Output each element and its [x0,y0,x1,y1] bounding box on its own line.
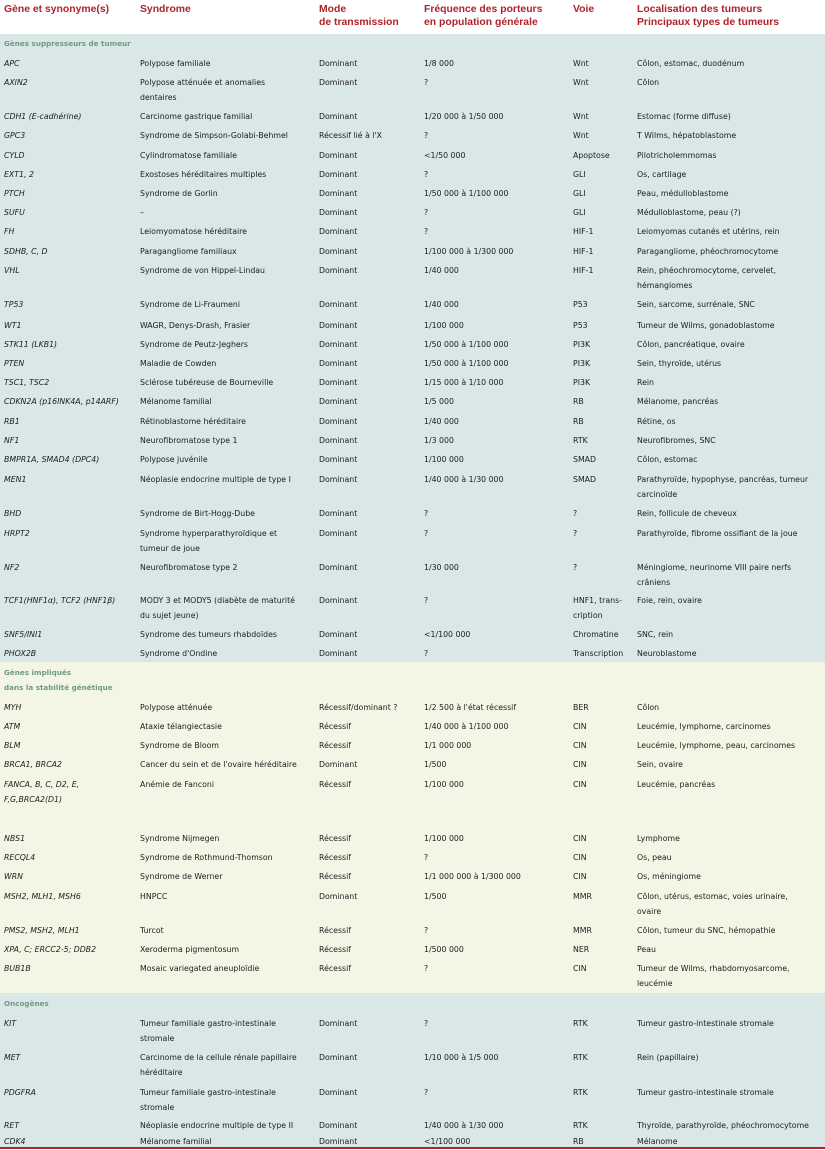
cell-mode: Dominant [319,630,358,639]
cell-mode: Dominant [319,892,358,901]
cell-voie: RB [573,417,584,426]
cell-voie: HIF-1 [573,227,594,236]
cell-mode: Dominant [319,760,358,769]
cell-voie: Wnt [573,112,589,121]
cell-voie: CIN [573,964,587,973]
cell-voie: PI3K [573,340,591,349]
cell-gene: NBS1 [4,834,26,843]
cell-loc: Peau, médulloblastome [637,189,729,198]
cell-mode: Dominant [319,151,358,160]
cell-mode: Dominant [319,1137,358,1146]
cell-syndrome: HNPCC [140,892,168,901]
cell-loc: Côlon, tumeur du SNC, hémopathie [637,926,776,935]
cell-syndrome: Carcinome gastrique familial [140,112,253,121]
cell-mode: Récessif lié à l'X [319,131,382,140]
cell-mode: Dominant [319,436,358,445]
section-title: Gènes suppresseurs de tumeur [4,39,131,48]
cell-gene: PTEN [4,359,25,368]
cell-gene: EXT1, 2 [4,170,34,179]
cell-freq: <1/100 000 [424,630,471,639]
cell-syndrome: Cylindromatose familiale [140,151,237,160]
cell-freq: ? [424,227,429,236]
cell-syndrome: Syndrome hyperparathyroïdique et tumeur de joue [140,529,278,553]
cell-gene: MYH [4,703,22,712]
cell-voie: Apoptose [573,151,610,160]
cell-gene: CDK4 [4,1137,26,1146]
header-syndrome: Syndrome [140,4,191,15]
cell-gene: CDH1 (E-cadhérine) [4,112,82,121]
cell-freq: 1/50 000 à 1/100 000 [424,359,509,368]
cell-freq: 1/40 000 [424,266,459,275]
cell-freq: 1/20 000 à 1/50 000 [424,112,504,121]
cell-voie: PI3K [573,359,591,368]
cell-mode: Dominant [319,596,358,605]
cell-freq: 1/30 000 [424,563,459,572]
cell-gene: WT1 [4,321,22,330]
cell-voie: SMAD [573,475,597,484]
cell-loc: Côlon [637,78,660,87]
cell-gene: KIT [4,1019,17,1028]
cell-syndrome: Syndrome de Werner [140,872,223,881]
cell-gene: PTCH [4,189,25,198]
cell-freq: 1/50 000 à 1/100 000 [424,340,509,349]
cell-gene: RB1 [4,417,20,426]
cell-mode: Dominant [319,1019,358,1028]
cell-gene: TP53 [4,300,24,309]
cell-loc: Côlon, estomac, duodénum [637,59,745,68]
cell-loc: Côlon, utérus, estomac, voies urinaire, ovaire [637,892,788,916]
cell-voie: GLI [573,189,586,198]
cell-freq: 1/40 000 à 1/30 000 [424,1121,504,1130]
cell-loc: Sein, sarcome, surrénale, SNC [637,300,755,309]
cell-freq: ? [424,596,429,605]
cell-gene: PHOX2B [4,649,37,658]
cell-loc: Paragangliome, phéochromocytome [637,247,779,256]
cell-syndrome: Maladie de Cowden [140,359,217,368]
cell-gene: RECQL4 [4,853,36,862]
cell-voie: HIF-1 [573,247,594,256]
cell-freq: ? [424,529,429,538]
cell-freq: 1/2 500 à l'état récessif [424,703,517,712]
header-mode: Mode de transmission [319,4,399,28]
cell-freq: ? [424,1088,429,1097]
cell-syndrome: Tumeur familiale gastro-intestinale stromale [140,1019,276,1043]
cell-loc: Thyroïde, parathyroïde, phéochromocytome [637,1121,809,1130]
cell-voie: RTK [573,1088,588,1097]
cell-syndrome: Exostoses héréditaires multiples [140,170,267,179]
cell-voie: CIN [573,741,587,750]
cell-mode: Dominant [319,189,358,198]
cell-loc: Tumeur gastro-intestinale stromale [637,1019,774,1028]
cell-freq: 1/1 000 000 à 1/300 000 [424,872,521,881]
section-title: Oncogènes [4,999,49,1008]
cell-freq: ? [424,208,429,217]
cell-gene: VHL [4,266,20,275]
cell-loc: Côlon, pancréatique, ovaire [637,340,745,349]
cell-syndrome: Mélanome familial [140,1137,212,1146]
cell-mode: Dominant [319,563,358,572]
cell-mode: Dominant [319,1088,358,1097]
cell-voie: SMAD [573,455,597,464]
cell-freq: <1/50 000 [424,151,466,160]
cell-gene: TSC1, TSC2 [4,378,50,387]
cell-voie: RTK [573,436,588,445]
bottom-rule [0,1147,825,1149]
cell-gene: BRCA1, BRCA2 [4,760,62,769]
cell-loc: Rétine, os [637,417,676,426]
cell-syndrome: Syndrome Nijmegen [140,834,220,843]
cell-mode: Récessif/dominant ? [319,703,398,712]
cell-syndrome: Syndrome de Peutz-Jeghers [140,340,248,349]
cell-gene: ATM [4,722,21,731]
cell-freq: ? [424,78,429,87]
cell-syndrome: Leiomyomatose héréditaire [140,227,247,236]
cell-gene: SNF5/INI1 [4,630,43,639]
cell-loc: Leucémie, lymphome, peau, carcinomes [637,741,796,750]
cell-mode: Dominant [319,529,358,538]
cell-voie: RTK [573,1053,588,1062]
cell-syndrome: Neurofibromatose type 1 [140,436,238,445]
cell-voie: Wnt [573,131,589,140]
cell-gene: SDHB, C, D [4,247,48,256]
cell-loc: Rein, follicule de cheveux [637,509,737,518]
cell-mode: Dominant [319,59,358,68]
cell-freq: 1/3 000 [424,436,454,445]
cell-syndrome: Neurofibromatose type 2 [140,563,238,572]
cell-gene: WRN [4,872,23,881]
cell-syndrome: Syndrome d'Ondine [140,649,218,658]
cell-gene: BMPR1A, SMAD4 (DPC4) [4,455,100,464]
cell-gene: GPC3 [4,131,26,140]
cell-gene: BUB1B [4,964,31,973]
cell-mode: Dominant [319,378,358,387]
cell-voie: BER [573,703,589,712]
cell-voie: Transcription [573,649,624,658]
cell-syndrome: Rétinoblastome héréditaire [140,417,246,426]
cell-mode: Dominant [319,112,358,121]
cell-mode: Dominant [319,300,358,309]
cell-mode: Récessif [319,945,351,954]
cell-syndrome: Polypose atténuée et anomalies dentaires [140,78,266,102]
cell-mode: Dominant [319,170,358,179]
cell-freq: 1/100 000 [424,455,464,464]
section-band-stability [0,662,825,993]
header-frequency: Fréquence des porteurs en population générale [424,4,543,28]
cell-freq: ? [424,853,429,862]
cell-syndrome: Mosaic variegated aneuploïdie [140,964,260,973]
cell-freq: 1/40 000 à 1/100 000 [424,722,509,731]
cell-syndrome: Syndrome de Simpson-Golabi-Behmel [140,131,288,140]
cell-mode: Dominant [319,266,358,275]
cell-freq: 1/8 000 [424,59,454,68]
cell-mode: Récessif [319,780,351,789]
cell-voie: NER [573,945,590,954]
cell-voie: RTK [573,1019,588,1028]
cell-gene: CDKN2A (p16INK4A, p14ARF) [4,397,119,406]
cell-freq: ? [424,964,429,973]
cell-loc: Méningiome, neurinome VIII paire nerfs crâniens [637,563,792,587]
cell-mode: Récessif [319,964,351,973]
cell-gene: SUFU [4,208,25,217]
cell-freq: 1/500 [424,760,447,769]
cell-freq: <1/100 000 [424,1137,471,1146]
cell-voie: CIN [573,760,587,769]
cell-gene: XPA, C; ERCC2-5; DDB2 [4,945,97,954]
cell-loc: Rein (papillaire) [637,1053,699,1062]
cell-syndrome: Carcinome de la cellule rénale papillaire héréditaire [140,1053,297,1077]
cell-freq: 1/50 000 à 1/100 000 [424,189,509,198]
cell-voie: GLI [573,208,586,217]
cell-syndrome: Syndrome de von Hippel-Lindau [140,266,265,275]
cell-voie: ? [573,563,578,572]
cell-loc: Os, cartilage [637,170,687,179]
cell-loc: Tumeur de Wilms, gonadoblastome [637,321,775,330]
cell-freq: 1/100 000 [424,780,464,789]
cell-freq: 1/100 000 [424,834,464,843]
cell-loc: Parathyroïde, hypophyse, pancréas, tumeur carcinoïde [637,475,809,499]
cell-loc: Côlon, estomac [637,455,698,464]
header-localisation: Localisation des tumeurs Principaux types de tumeurs [637,4,780,28]
cell-gene: MSH2, MLH1, MSH6 [4,892,81,901]
cell-freq: 1/100 000 à 1/300 000 [424,247,514,256]
cell-syndrome: Cancer du sein et de l'ovaire héréditaire [140,760,297,769]
cell-gene: TCF1(HNF1α), TCF2 (HNF1β) [4,596,116,605]
cell-voie: Wnt [573,59,589,68]
cell-syndrome: Polypose juvénile [140,455,208,464]
cell-syndrome: Syndrome des tumeurs rhabdoïdes [140,630,277,639]
cell-loc: Sein, ovaire [637,760,683,769]
cell-loc: Rein [637,378,654,387]
cell-gene: NF1 [4,436,20,445]
cell-voie: ? [573,509,578,518]
cell-syndrome: WAGR, Denys-Drash, Frasier [140,321,251,330]
cell-mode: Récessif [319,872,351,881]
cell-gene: STK11 (LKB1) [4,340,58,349]
section-title: Gènes impliqués dans la stabilité génétique [4,668,113,692]
cell-voie: RB [573,397,584,406]
header-pathway: Voie [573,4,595,15]
cell-voie: MMR [573,892,592,901]
cell-mode: Dominant [319,321,358,330]
cell-voie: Wnt [573,78,589,87]
cell-syndrome: Syndrome de Birt-Hogg-Dube [140,509,255,518]
cell-syndrome: Mélanome familial [140,397,212,406]
cell-syndrome: Xeroderma pigmentosum [140,945,240,954]
cell-syndrome: Turcot [140,926,164,935]
cell-mode: Dominant [319,475,358,484]
cell-loc: Leiomyomas cutanés et utérins, rein [637,227,780,236]
cell-gene: AXIN2 [4,78,28,87]
cell-voie: RTK [573,1121,588,1130]
cell-loc: Foie, rein, ovaire [637,596,702,605]
cell-mode: Dominant [319,227,358,236]
cell-voie: P53 [573,300,588,309]
table-header [0,0,825,34]
cell-voie: CIN [573,834,587,843]
cell-freq: ? [424,926,429,935]
cell-freq: ? [424,649,429,658]
cell-loc: Neuroblastome [637,649,697,658]
cell-freq: 1/40 000 [424,300,459,309]
cell-mode: Dominant [319,1121,358,1130]
cell-syndrome: Tumeur familiale gastro-intestinale stromale [140,1088,276,1112]
cell-mode: Dominant [319,359,358,368]
cell-loc: Neurofibromes, SNC [637,436,716,445]
cell-gene: PMS2, MSH2, MLH1 [4,926,80,935]
cell-mode: Récessif [319,834,351,843]
cell-gene: RET [4,1121,20,1130]
cell-loc: Côlon [637,703,660,712]
cell-loc: Tumeur de Wilms, rhabdomyosarcome, leucémie [637,964,790,988]
cell-mode: Dominant [319,417,358,426]
cell-voie: P53 [573,321,588,330]
cell-voie: PI3K [573,378,591,387]
cell-gene: PDGFRA [4,1088,36,1097]
cell-gene: BLM [4,741,21,750]
cell-voie: CIN [573,872,587,881]
cell-mode: Dominant [319,78,358,87]
cell-freq: 1/40 000 [424,417,459,426]
cell-freq: 1/10 000 à 1/5 000 [424,1053,499,1062]
cell-mode: Récessif [319,853,351,862]
cell-mode: Dominant [319,340,358,349]
cell-syndrome: Ataxie télangiectasie [140,722,222,731]
cell-mode: Dominant [319,397,358,406]
cell-mode: Récessif [319,741,351,750]
cell-freq: 1/1 000 000 [424,741,472,750]
cell-mode: Dominant [319,1053,358,1062]
cell-loc: Rein, phéochromocytome, cervelet, hémangiomes [637,266,777,290]
cell-freq: 1/500 000 [424,945,464,954]
cell-loc: Sein, thyroïde, utérus [637,359,722,368]
cell-freq: ? [424,1019,429,1028]
cell-syndrome: Polypose atténuée [140,703,213,712]
cell-voie: ? [573,529,578,538]
cell-voie: HIF-1 [573,266,594,275]
cell-syndrome: Syndrome de Gorlin [140,189,218,198]
cell-freq: 1/15 000 à 1/10 000 [424,378,504,387]
cell-syndrome: Sclérose tubéreuse de Bourneville [140,378,274,387]
cell-freq: 1/500 [424,892,447,901]
cell-freq: 1/40 000 à 1/30 000 [424,475,504,484]
cell-syndrome: Syndrome de Bloom [140,741,220,750]
cell-gene: NF2 [4,563,20,572]
header-gene: Gène et synonyme(s) [4,4,110,15]
cell-syndrome: Néoplasie endocrine multiple de type I [140,475,291,484]
cell-loc: T Wilms, hépatoblastome [637,131,737,140]
cell-loc: Pilotricholemmomas [637,151,717,160]
cell-mode: Dominant [319,509,358,518]
cell-freq: ? [424,170,429,179]
cell-gene: BHD [4,509,22,518]
cell-mode: Dominant [319,649,358,658]
cell-voie: GLI [573,170,586,179]
cell-voie: RB [573,1137,584,1146]
cell-mode: Dominant [319,208,358,217]
cell-mode: Dominant [319,247,358,256]
cell-loc: Médulloblastome, peau (?) [637,208,741,217]
cell-voie: CIN [573,722,587,731]
cell-voie: CIN [573,853,587,862]
cell-syndrome: Néoplasie endocrine multiple de type II [140,1121,294,1130]
cell-mode: Récessif [319,926,351,935]
cell-loc: Os, méningiome [637,872,701,881]
cell-loc: Leucémie, lymphome, carcinomes [637,722,771,731]
cell-freq: 1/100 000 [424,321,464,330]
cell-syndrome: Anémie de Fanconi [140,780,214,789]
cell-syndrome: Syndrome de Li-Fraumeni [140,300,241,309]
cell-loc: Peau [637,945,656,954]
cell-loc: Mélanome, pancréas [637,397,719,406]
cell-voie: Chromatine [573,630,619,639]
cell-freq: ? [424,131,429,140]
cell-voie: HNF1, trans- cription [573,596,622,620]
cell-loc: Estomac (forme diffuse) [637,112,731,121]
cell-syndrome: MODY 3 et MODY5 (diabète de maturité du sujet jeune) [140,596,295,620]
cell-loc: Os, peau [637,853,672,862]
cell-voie: MMR [573,926,592,935]
cell-gene: MEN1 [4,475,27,484]
cell-gene: FH [4,227,15,236]
cell-voie: CIN [573,780,587,789]
cell-loc: Mélanome [637,1137,678,1146]
cell-gene: APC [4,59,20,68]
cell-syndrome: Polypose familiale [140,59,211,68]
cell-gene: CYLD [4,151,25,160]
cell-loc: Parathyroïde, fibrome ossifiant de la joue [637,529,798,538]
cell-loc: Leucémie, pancréas [637,780,716,789]
cell-syndrome: Paragangliome familiaux [140,247,237,256]
cell-gene: HRPT2 [4,529,30,538]
cell-loc: Tumeur gastro-intestinale stromale [637,1088,774,1097]
cell-syndrome: – [140,208,144,217]
cell-gene: FANCA, B, C, D2, E, F,G,BRCA2(D1) [4,780,80,804]
cell-loc: SNC, rein [637,630,674,639]
cell-mode: Récessif [319,722,351,731]
cell-gene: MET [4,1053,21,1062]
cell-freq: 1/5 000 [424,397,454,406]
cell-loc: Lymphome [637,834,680,843]
cell-mode: Dominant [319,455,358,464]
cell-freq: ? [424,509,429,518]
cell-syndrome: Syndrome de Rothmund-Thomson [140,853,273,862]
